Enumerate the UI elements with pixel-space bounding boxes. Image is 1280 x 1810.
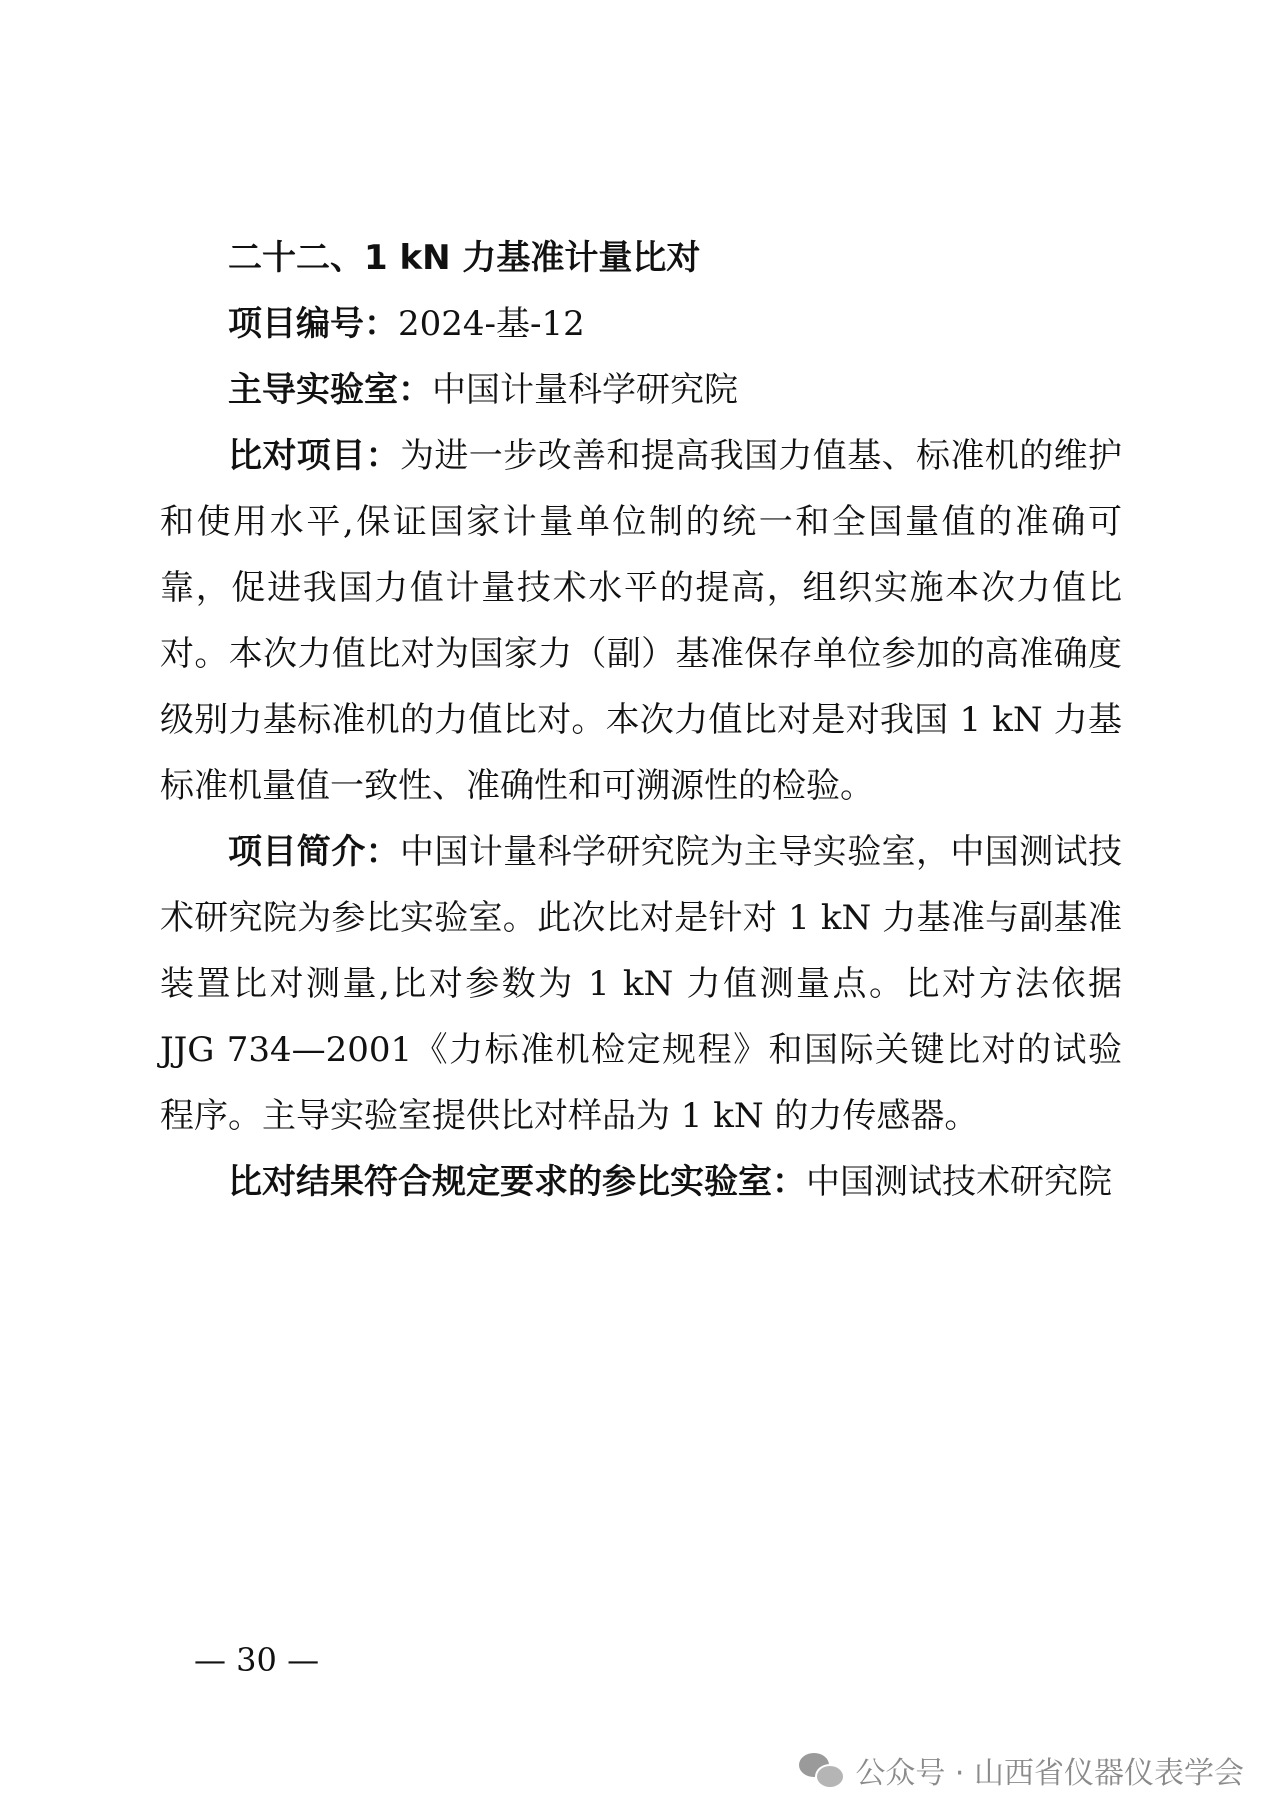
page-number: — 30 — [194,1641,320,1679]
comparison-result-label: 比对结果符合规定要求的参比实验室： [228,1162,806,1202]
lead-lab-label: 主导实验室： [228,370,432,410]
comparison-result-value: 中国测试技术研究院 [806,1162,1112,1202]
comparison-item-label: 比对项目： [228,436,400,476]
project-number-label: 项目编号： [228,304,398,344]
document-body [160,225,1122,1215]
wechat-icon [799,1751,843,1789]
watermark [799,1748,1244,1792]
project-intro-text: 中国计量科学研究院为主导实验室，中国测试技术研究院为参比实验室。此次比对是针对 1 kN 力基准与副基准装置比对测量,比对参数为 1 kN 力值测量点。比对方法依据 JJG 734—2001《力标准机检定规程》和国际关键比对的试验程序。主导实验室提供比对样品为 1 kN 的力传感器。 [160,832,1122,1136]
project-number-value: 2024-基-12 [398,304,585,344]
section-heading: 二十二、1 kN 力基准计量比对 [228,238,701,278]
lead-lab-value: 中国计量科学研究院 [432,370,738,410]
comparison-result [160,1149,1122,1215]
comparison-item [160,423,1122,819]
comparison-item-text: 为进一步改善和提高我国力值基、标准机的维护和使用水平,保证国家计量单位制的统一和全国量值的准确可靠，促进我国力值计量技术水平的提高，组织实施本次力值比对。本次力值比对为国家力（副）基准保存单位参加的高准确度级别力基标准机的力值比对。本次力值比对是对我国 1 kN 力基标准机量值一致性、准确性和可溯源性的检验。 [160,436,1122,806]
watermark-text: 公众号 · 山西省仪器仪表学会 [855,1756,1244,1791]
lead-lab [160,357,1122,423]
project-intro-label: 项目简介： [228,832,400,872]
project-intro [160,819,1122,1149]
project-number [160,291,1122,357]
